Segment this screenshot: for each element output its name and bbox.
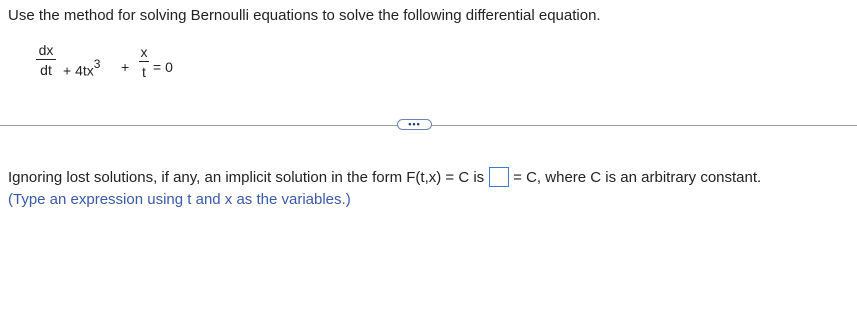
more-options-button[interactable] (397, 119, 432, 130)
answer-text-before: Ignoring lost solutions, if any, an implicit solution in the form F(t,x) = C is (8, 168, 485, 186)
equation-equals-zero: = 0 (153, 59, 173, 75)
fraction-bar (36, 59, 56, 60)
fraction-numerator: x (140, 44, 148, 60)
fraction-bar (139, 61, 149, 62)
fraction-denominator: dt (40, 62, 52, 78)
fraction-denominator: t (142, 64, 146, 80)
ellipsis-icon: ••• (408, 119, 421, 129)
fraction-x-t (139, 44, 149, 80)
answer-input[interactable] (489, 167, 509, 187)
equation-term: + $4tx^3$ (63, 57, 101, 79)
question-prompt: Use the method for solving Bernoulli equations to solve the following differential equation. (8, 7, 601, 24)
answer-hint: (Type an expression using t and x as the variables.) (8, 191, 351, 208)
exponent: 3 (93, 57, 101, 71)
answer-line (8, 166, 761, 188)
answer-text-after: = C, where C is an arbitrary constant. (513, 168, 762, 186)
fraction-dx-dt (36, 42, 56, 78)
equation-plus: + (121, 59, 130, 75)
fraction-numerator: dx (38, 42, 54, 58)
